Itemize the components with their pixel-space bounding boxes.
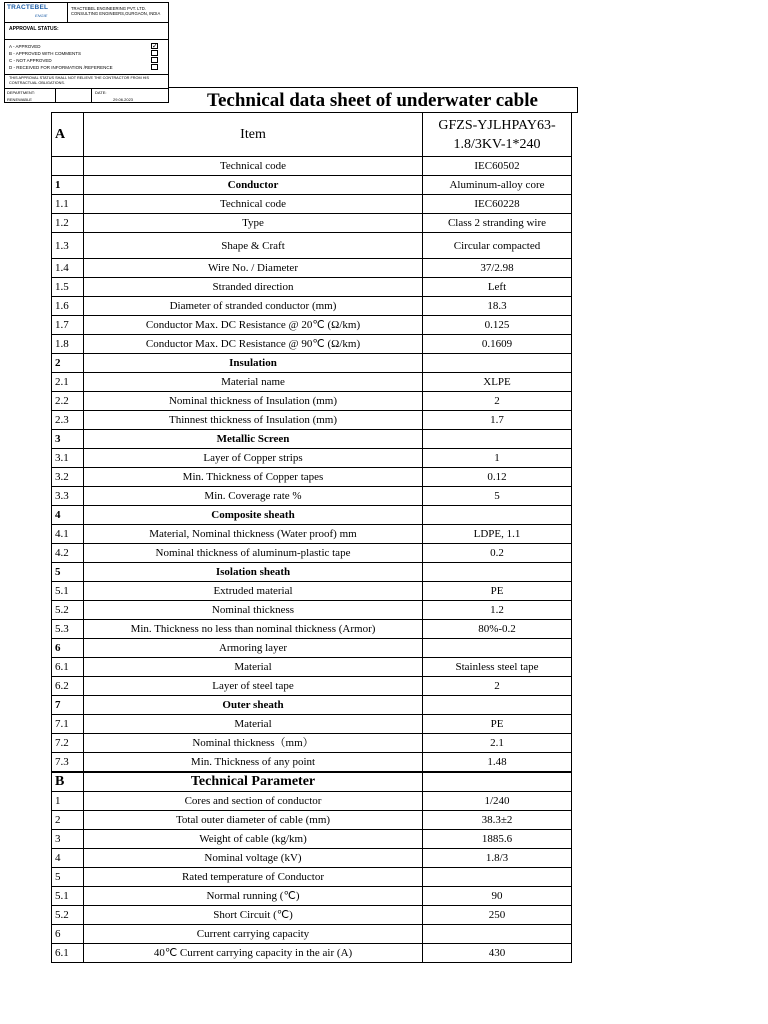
table-row xyxy=(52,753,572,772)
row-value: 38.3±2 xyxy=(423,811,572,830)
row-value: 90 xyxy=(423,887,572,906)
row-value: GFZS-YJLHPAY63-1.8/3KV-1*240 xyxy=(423,113,572,157)
row-value xyxy=(423,506,572,525)
row-number: 1.2 xyxy=(52,214,84,233)
table-row xyxy=(52,506,572,525)
row-number: 5 xyxy=(52,868,84,887)
row-value: PE xyxy=(423,715,572,734)
row-value xyxy=(423,868,572,887)
row-value: 0.1609 xyxy=(423,335,572,354)
row-value: Class 2 stranding wire xyxy=(423,214,572,233)
row-item: Nominal thickness xyxy=(84,601,423,620)
row-value: 1.8/3 xyxy=(423,849,572,868)
row-item: Min. Thickness of Copper tapes xyxy=(84,468,423,487)
row-value xyxy=(423,639,572,658)
row-value: 0.125 xyxy=(423,316,572,335)
department-value: RENEWABLE xyxy=(7,97,32,102)
table-row xyxy=(52,715,572,734)
row-item: Stranded direction xyxy=(84,278,423,297)
table-row xyxy=(52,525,572,544)
table-row xyxy=(52,639,572,658)
row-item: Insulation xyxy=(84,354,423,373)
stamp-divider xyxy=(67,3,68,22)
table-body xyxy=(52,113,572,963)
row-number: B xyxy=(52,772,84,792)
row-number: 3 xyxy=(52,830,84,849)
row-value: LDPE, 1.1 xyxy=(423,525,572,544)
table-row xyxy=(52,176,572,195)
row-value: 1.48 xyxy=(423,753,572,772)
table-row xyxy=(52,157,572,176)
row-value xyxy=(423,354,572,373)
table-row xyxy=(52,278,572,297)
row-value: 0.2 xyxy=(423,544,572,563)
table-row xyxy=(52,868,572,887)
row-item: Diameter of stranded conductor (mm) xyxy=(84,297,423,316)
row-number: 4.2 xyxy=(52,544,84,563)
table-row xyxy=(52,563,572,582)
row-number: 5.2 xyxy=(52,906,84,925)
row-item: Technical code xyxy=(84,157,423,176)
date-value: 29.06.2023 xyxy=(113,97,134,102)
row-value: PE xyxy=(423,582,572,601)
row-value: 1885.6 xyxy=(423,830,572,849)
row-number: 1.7 xyxy=(52,316,84,335)
table-row xyxy=(52,944,572,963)
row-number: 7 xyxy=(52,696,84,715)
row-number: 1.4 xyxy=(52,259,84,278)
row-number: 3.3 xyxy=(52,487,84,506)
row-number: 3.2 xyxy=(52,468,84,487)
row-item: 40℃ Current carrying capacity in the air (A) xyxy=(84,944,423,963)
row-number: 2 xyxy=(52,354,84,373)
row-number: 6 xyxy=(52,925,84,944)
row-number: 4 xyxy=(52,506,84,525)
table-row xyxy=(52,658,572,677)
row-number: 5 xyxy=(52,563,84,582)
row-item: Nominal thickness of Insulation (mm) xyxy=(84,392,423,411)
row-number: 2.2 xyxy=(52,392,84,411)
table-row xyxy=(52,113,572,157)
row-number: 3 xyxy=(52,430,84,449)
row-value xyxy=(423,772,572,792)
table-row xyxy=(52,601,572,620)
page-title: Technical data sheet of underwater cable xyxy=(207,90,538,111)
row-number: 1 xyxy=(52,792,84,811)
date-label: DATE: xyxy=(95,90,107,95)
row-item: Technical Parameter xyxy=(84,772,423,792)
row-value: 1.7 xyxy=(423,411,572,430)
row-number: 6 xyxy=(52,639,84,658)
row-item: Item xyxy=(84,113,423,157)
row-number: 2.3 xyxy=(52,411,84,430)
table-row xyxy=(52,582,572,601)
row-item: Layer of steel tape xyxy=(84,677,423,696)
row-item: Conductor xyxy=(84,176,423,195)
table-row xyxy=(52,925,572,944)
table-row xyxy=(52,906,572,925)
approval-option-d: D - RECEIVED FOR INFORMATION /REFERENCE xyxy=(9,65,113,70)
company-logo: TRACTEBEL xyxy=(7,4,49,11)
row-number: 6.1 xyxy=(52,658,84,677)
row-item: Current carrying capacity xyxy=(84,925,423,944)
table-row xyxy=(52,449,572,468)
row-item: Conductor Max. DC Resistance @ 20℃ (Ω/km) xyxy=(84,316,423,335)
row-value: 18.3 xyxy=(423,297,572,316)
table-row xyxy=(52,544,572,563)
approval-checkbox-d[interactable] xyxy=(151,64,158,70)
row-number: 1.6 xyxy=(52,297,84,316)
row-item: Rated temperature of Conductor xyxy=(84,868,423,887)
row-item: Technical code xyxy=(84,195,423,214)
row-number: 6.2 xyxy=(52,677,84,696)
row-number: 5.1 xyxy=(52,582,84,601)
table-row xyxy=(52,734,572,753)
row-item: Isolation sheath xyxy=(84,563,423,582)
title-row xyxy=(168,87,578,113)
row-item: Normal running (℃) xyxy=(84,887,423,906)
row-item: Type xyxy=(84,214,423,233)
row-number: 5.1 xyxy=(52,887,84,906)
row-value: 1 xyxy=(423,449,572,468)
row-value: 2 xyxy=(423,677,572,696)
row-value: Circular compacted xyxy=(423,233,572,259)
row-item: Composite sheath xyxy=(84,506,423,525)
row-value: 80%-0.2 xyxy=(423,620,572,639)
row-value: 2.1 xyxy=(423,734,572,753)
row-number: 1.1 xyxy=(52,195,84,214)
row-item: Nominal thickness（mm） xyxy=(84,734,423,753)
table-row xyxy=(52,392,572,411)
row-item: Material name xyxy=(84,373,423,392)
row-number: 7.3 xyxy=(52,753,84,772)
row-value: 5 xyxy=(423,487,572,506)
table-row xyxy=(52,772,572,792)
row-value: Left xyxy=(423,278,572,297)
table-row xyxy=(52,335,572,354)
row-item: Thinnest thickness of Insulation (mm) xyxy=(84,411,423,430)
department-label: DEPARTMENT: xyxy=(7,90,35,95)
table-row xyxy=(52,373,572,392)
table-row xyxy=(52,430,572,449)
row-item: Material xyxy=(84,715,423,734)
row-value: 250 xyxy=(423,906,572,925)
table-row xyxy=(52,487,572,506)
row-item: Metallic Screen xyxy=(84,430,423,449)
table-row xyxy=(52,259,572,278)
row-value xyxy=(423,696,572,715)
row-item: Material, Nominal thickness (Water proof) mm xyxy=(84,525,423,544)
table-row xyxy=(52,792,572,811)
row-item: Min. Thickness of any point xyxy=(84,753,423,772)
row-number: 4 xyxy=(52,849,84,868)
row-number: 1 xyxy=(52,176,84,195)
row-value: IEC60502 xyxy=(423,157,572,176)
row-value xyxy=(423,563,572,582)
table-row xyxy=(52,297,572,316)
row-number: 1.3 xyxy=(52,233,84,259)
table-row xyxy=(52,811,572,830)
table-row xyxy=(52,233,572,259)
row-number: 5.3 xyxy=(52,620,84,639)
row-value: 37/2.98 xyxy=(423,259,572,278)
row-item: Extruded material xyxy=(84,582,423,601)
row-item: Short Circuit (℃) xyxy=(84,906,423,925)
row-value xyxy=(423,925,572,944)
row-value: 1.2 xyxy=(423,601,572,620)
row-number: 7.1 xyxy=(52,715,84,734)
row-value: IEC60228 xyxy=(423,195,572,214)
technical-data-table xyxy=(51,112,572,963)
row-number: 2 xyxy=(52,811,84,830)
row-item: Material xyxy=(84,658,423,677)
row-value: 1/240 xyxy=(423,792,572,811)
table-row xyxy=(52,468,572,487)
row-value: Stainless steel tape xyxy=(423,658,572,677)
company-name: TRACTEBEL ENGINEERING PVT. LTD. CONSULTING ENGINEERS,GURGAON, INDIA xyxy=(71,6,161,16)
row-item: Total outer diameter of cable (mm) xyxy=(84,811,423,830)
row-value: XLPE xyxy=(423,373,572,392)
table-row xyxy=(52,411,572,430)
company-logo-sub: ENGIE xyxy=(35,13,48,18)
approval-status-title: APPROVAL STATUS: xyxy=(9,26,59,32)
stamp-header xyxy=(5,3,168,23)
row-item: Nominal voltage (kV) xyxy=(84,849,423,868)
approval-checkbox-b[interactable] xyxy=(151,50,158,56)
approval-stamp xyxy=(4,2,169,103)
approval-option-a: A - APPROVED xyxy=(9,44,41,49)
row-item: Conductor Max. DC Resistance @ 90℃ (Ω/km) xyxy=(84,335,423,354)
row-value: 430 xyxy=(423,944,572,963)
row-number: 1.8 xyxy=(52,335,84,354)
table-row xyxy=(52,696,572,715)
table-row xyxy=(52,195,572,214)
table-row xyxy=(52,677,572,696)
row-item: Armoring layer xyxy=(84,639,423,658)
row-item: Shape & Craft xyxy=(84,233,423,259)
row-item: Cores and section of conductor xyxy=(84,792,423,811)
approval-option-b: B - APPROVED WITH COMMENTS xyxy=(9,51,82,56)
row-item: Wire No. / Diameter xyxy=(84,259,423,278)
approval-note: THIS APPROVAL STATUS SHALL NOT RELIEVE THE CONTRACTOR FROM HIS CONTRACTUAL OBLIGATIONS. xyxy=(9,76,150,85)
row-item: Nominal thickness of aluminum-plastic tape xyxy=(84,544,423,563)
table-row xyxy=(52,887,572,906)
row-value: 2 xyxy=(423,392,572,411)
row-number xyxy=(52,157,84,176)
row-item: Min. Thickness no less than nominal thickness (Armor) xyxy=(84,620,423,639)
row-number: 6.1 xyxy=(52,944,84,963)
row-number: 3.1 xyxy=(52,449,84,468)
table-row xyxy=(52,620,572,639)
row-number: A xyxy=(52,113,84,157)
approval-checkbox-a[interactable]: ✓ xyxy=(152,43,158,50)
table-row xyxy=(52,316,572,335)
row-number: 5.2 xyxy=(52,601,84,620)
row-value: 0.12 xyxy=(423,468,572,487)
row-value xyxy=(423,430,572,449)
row-item: Min. Coverage rate % xyxy=(84,487,423,506)
row-item: Outer sheath xyxy=(84,696,423,715)
table-row xyxy=(52,214,572,233)
row-item: Weight of cable (kg/km) xyxy=(84,830,423,849)
table-row xyxy=(52,849,572,868)
row-value: Aluminum-alloy core xyxy=(423,176,572,195)
row-item: Layer of Copper strips xyxy=(84,449,423,468)
approval-checkbox-c[interactable] xyxy=(151,57,158,63)
approval-option-c: C - NOT APPROVED xyxy=(9,58,52,63)
row-number: 1.5 xyxy=(52,278,84,297)
table-row xyxy=(52,354,572,373)
row-number: 2.1 xyxy=(52,373,84,392)
row-number: 7.2 xyxy=(52,734,84,753)
row-number: 4.1 xyxy=(52,525,84,544)
table-row xyxy=(52,830,572,849)
